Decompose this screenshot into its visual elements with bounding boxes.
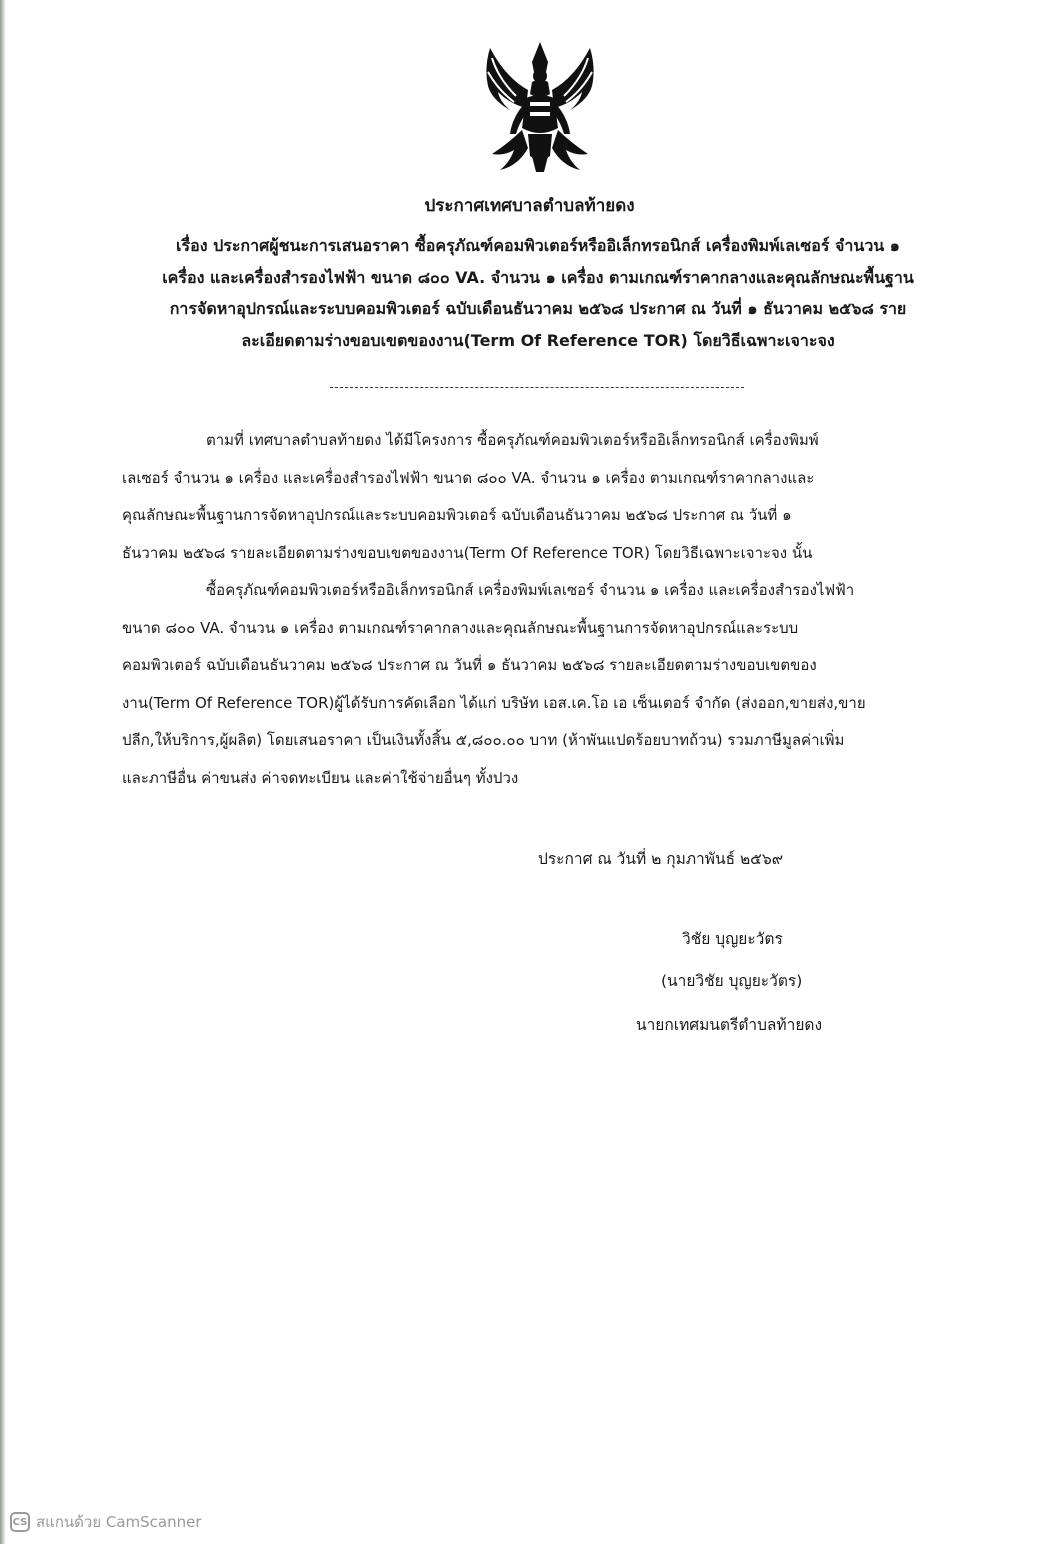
paragraph-line: ซื้อครุภัณฑ์คอมพิวเตอร์หรืออิเล็กทรอนิกส์ เครื่องพิมพ์เลเซอร์ จำนวน ๑ เครื่อง และเครื่องสำรองไฟฟ้า bbox=[206, 581, 855, 599]
paragraph-line: ตามที่ เทศบาลตำบลท้ายดง ได้มีโครงการ ซื้อครุภัณฑ์คอมพิวเตอร์หรืออิเล็กทรอนิกส์ เครื่องพิมพ์ bbox=[206, 431, 819, 449]
body-paragraph-2 bbox=[122, 572, 952, 797]
organization-title: ประกาศเทศบาลตำบลท้ายดง bbox=[424, 196, 635, 216]
subject-line: ละเอียดตามร่างขอบเขตของงาน(Term Of Reference TOR) โดยวิธีเฉพาะเจาะจง bbox=[241, 330, 835, 350]
paragraph-line: และภาษีอื่น ค่าขนส่ง ค่าจดทะเบียน และค่าใช้จ่ายอื่นๆ ทั้งปวง bbox=[122, 768, 519, 787]
subject-line: เครื่อง และเครื่องสำรองไฟฟ้า ขนาด ๘๐๐ VA. จำนวน ๑ เครื่อง ตามเกณฑ์ราคากลางและคุณลักษณะพื้นฐาน bbox=[162, 267, 914, 287]
scanner-watermark bbox=[10, 1510, 202, 1534]
subject-block bbox=[108, 230, 968, 356]
scan-edge bbox=[0, 0, 6, 1544]
paragraph-line: ขนาด ๘๐๐ VA. จำนวน ๑ เครื่อง ตามเกณฑ์ราคากลางและคุณลักษณะพื้นฐานการจัดหาอุปกรณ์และระบบ bbox=[122, 618, 799, 637]
paragraph-line: งาน(Term Of Reference TOR)ผู้ได้รับการคัดเลือก ได้แก่ บริษัท เอส.เค.โอ เอ เซ็นเตอร์ จำกัด (ส่งออก,ขายส่ง,ขาย bbox=[122, 693, 866, 712]
divider bbox=[330, 387, 744, 388]
paragraph-line: คุณลักษณะพื้นฐานการจัดหาอุปกรณ์และระบบคอมพิวเตอร์ ฉบับเดือนธันวาคม ๒๕๖๘ ประกาศ ณ วันที่ ๑ bbox=[122, 506, 792, 524]
signature-full-name: (นายวิชัย บุญยะวัตร) bbox=[661, 972, 803, 990]
body-paragraph-1 bbox=[122, 422, 952, 572]
announcement-date: ประกาศ ณ วันที่ ๒ กุมภาพันธ์ ๒๕๖๙ bbox=[538, 850, 784, 868]
signature-position: นายกเทศมนตรีตำบลท้ายดง bbox=[636, 1016, 823, 1034]
garuda-emblem-icon bbox=[470, 38, 610, 178]
subject-line: การจัดหาอุปกรณ์และระบบคอมพิวเตอร์ ฉบับเดือนธันวาคม ๒๕๖๘ ประกาศ ณ วันที่ ๑ ธันวาคม ๒๕๖๘ ราย bbox=[169, 299, 907, 318]
paragraph-line: เลเซอร์ จำนวน ๑ เครื่อง และเครื่องสำรองไฟฟ้า ขนาด ๘๐๐ VA. จำนวน ๑ เครื่อง ตามเกณฑ์ราคากลางและ bbox=[122, 468, 815, 487]
paragraph-line: ธันวาคม ๒๕๖๘ รายละเอียดตามร่างขอบเขตของงาน(Term Of Reference TOR) โดยวิธีเฉพาะเจาะจง นั้น bbox=[122, 543, 813, 562]
subject-line: เรื่อง ประกาศผู้ชนะการเสนอราคา ซื้อครุภัณฑ์คอมพิวเตอร์หรืออิเล็กทรอนิกส์ เครื่องพิมพ์เลเซอร์ จำนวน ๑ bbox=[176, 236, 900, 255]
signature-name: วิชัย บุญยะวัตร bbox=[682, 930, 783, 948]
watermark-text: สแกนด้วย CamScanner bbox=[36, 1513, 202, 1531]
camscanner-logo-icon: CS bbox=[10, 1512, 30, 1532]
paragraph-line: ปลีก,ให้บริการ,ผู้ผลิต) โดยเสนอราคา เป็นเงินทั้งสิ้น ๕,๘๐๐.๐๐ บาท (ห้าพันแปดร้อยบาทถ้วน) รวมภาษีมูลค่าเพิ่ม bbox=[122, 731, 845, 749]
paragraph-line: คอมพิวเตอร์ ฉบับเดือนธันวาคม ๒๕๖๘ ประกาศ ณ วันที่ ๑ ธันวาคม ๒๕๖๘ รายละเอียดตามร่างขอบเขตของ bbox=[122, 656, 817, 674]
